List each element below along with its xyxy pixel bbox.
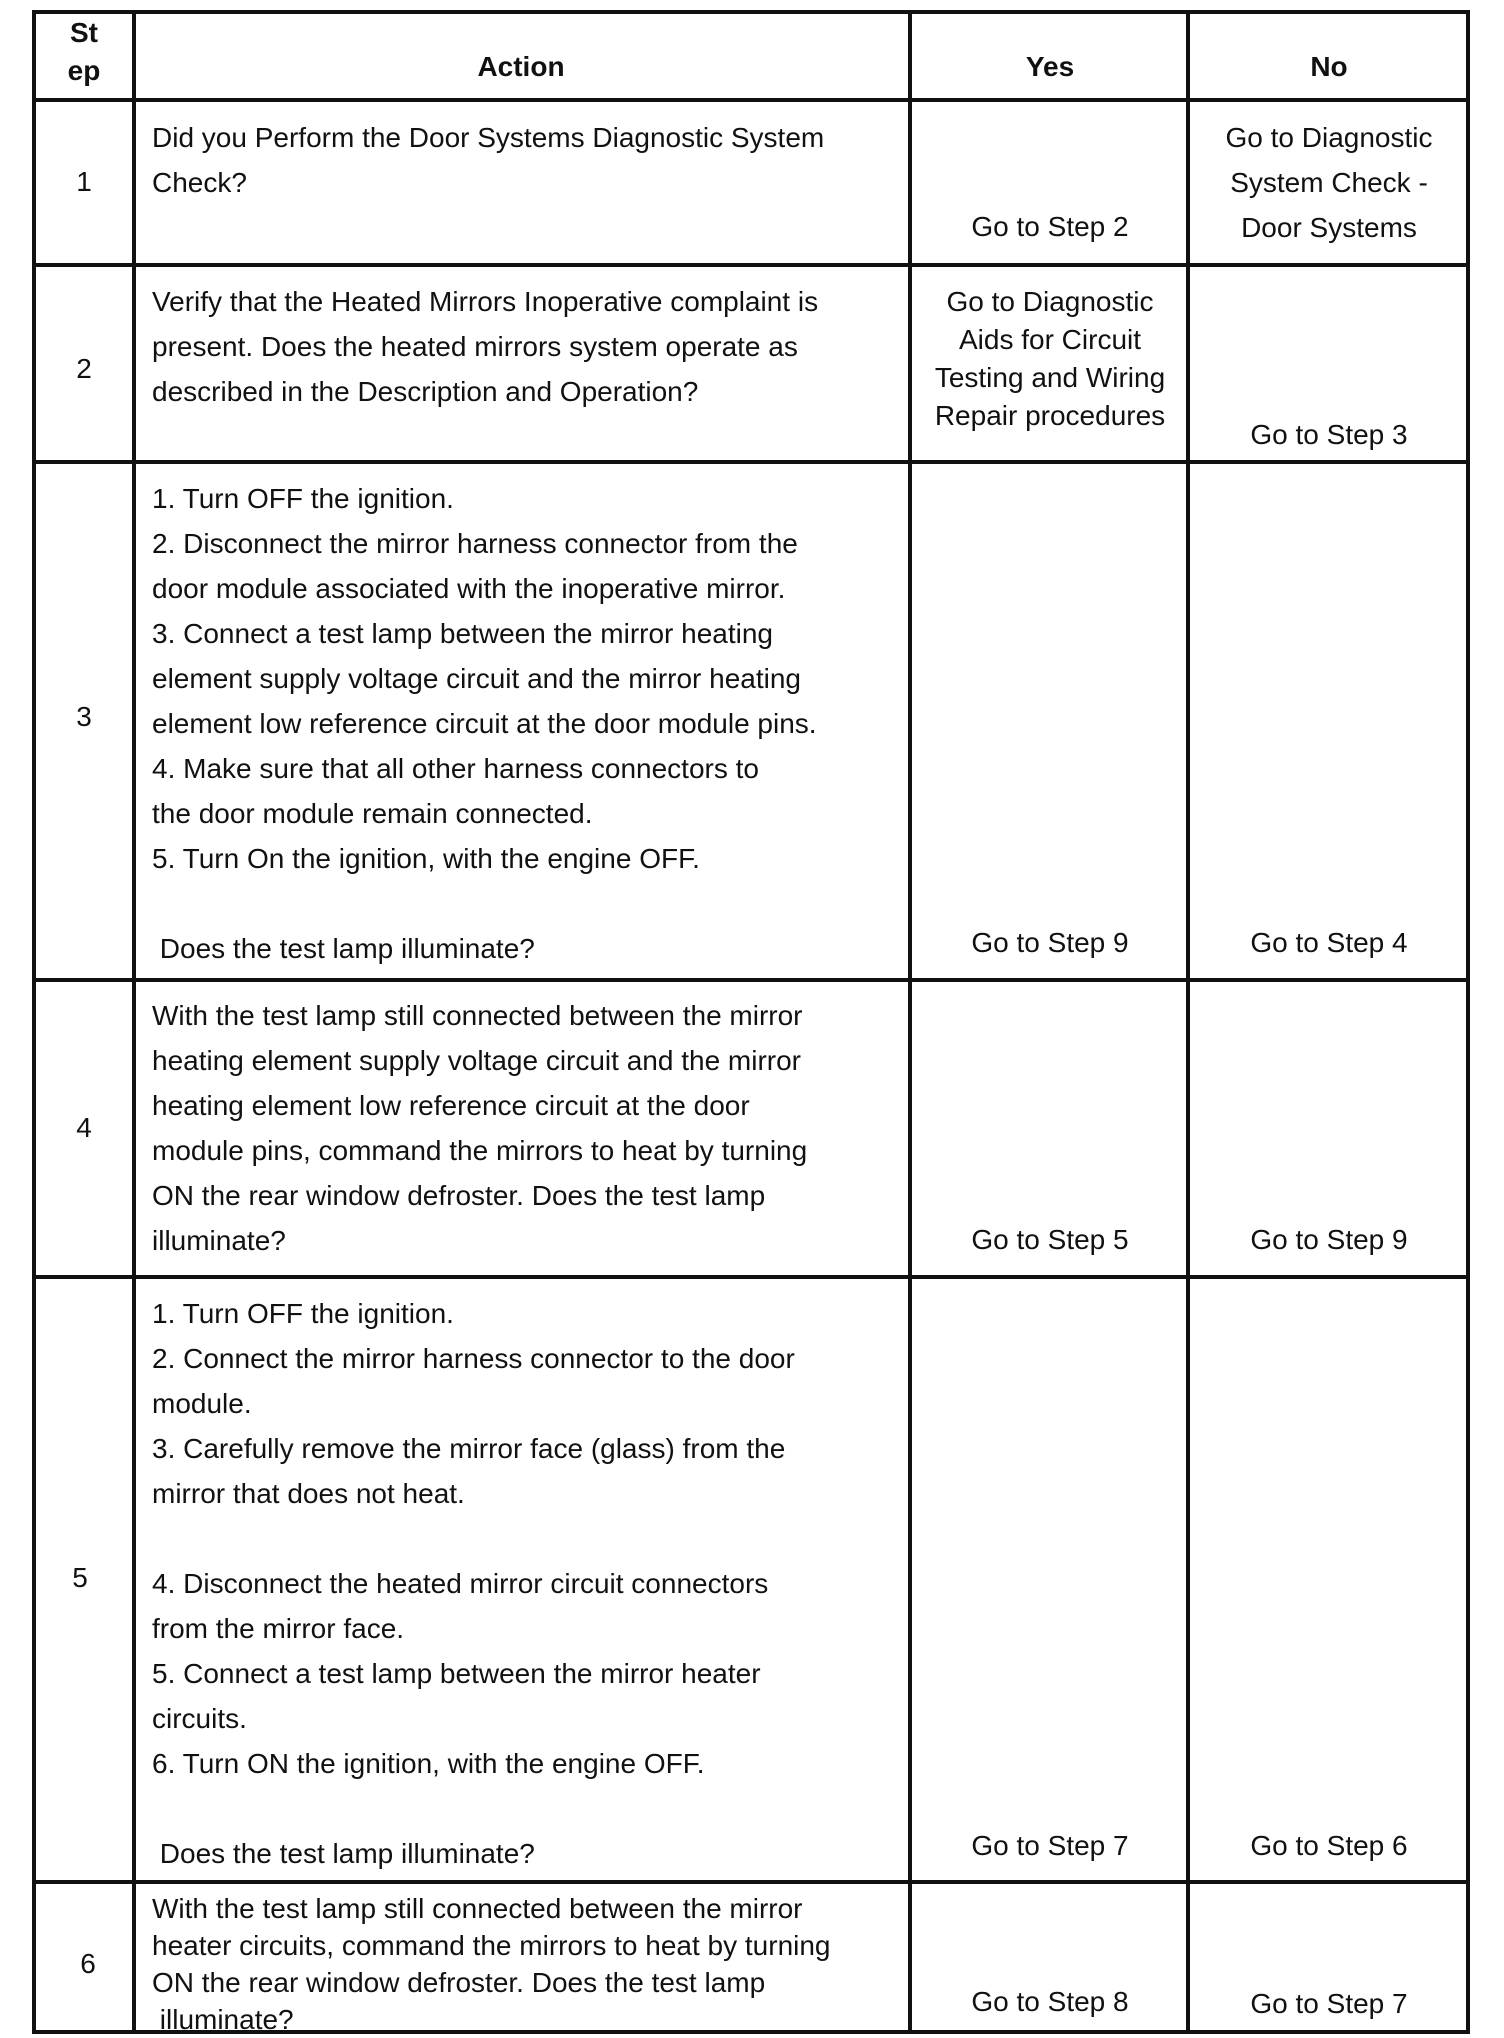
- no-line: Go to Step 4: [1250, 927, 1408, 958]
- yes-line: Go to Diagnostic: [946, 286, 1154, 317]
- row-divider-2: [32, 460, 1470, 464]
- no-cell-5: [1190, 1823, 1468, 1868]
- action-line: mirror that does not heat.: [152, 1478, 465, 1509]
- yes-line: Go to Step 2: [971, 211, 1129, 242]
- action-line: 2. Connect the mirror harness connector to the door: [152, 1343, 795, 1374]
- action-cell-3: [152, 476, 817, 971]
- action-line: [152, 881, 817, 926]
- step-number-1: 1: [76, 166, 92, 197]
- no-cell-4: [1190, 1217, 1468, 1262]
- step-number-4: 4: [76, 1112, 92, 1143]
- action-line: Does the test lamp illuminate?: [152, 933, 535, 964]
- row-divider-1: [32, 263, 1470, 267]
- step-number-5: 5: [72, 1562, 88, 1593]
- action-line: heating element low reference circuit at the door: [152, 1090, 750, 1121]
- action-line: 1. Turn OFF the ignition.: [152, 1298, 454, 1329]
- action-line: Check?: [152, 167, 247, 198]
- yes-line: Go to Step 5: [971, 1224, 1129, 1255]
- no-cell-2: [1190, 412, 1468, 457]
- yes-cell-6: [912, 1979, 1188, 2024]
- action-line: 1. Turn OFF the ignition.: [152, 483, 454, 514]
- action-line: door module associated with the inoperative mirror.: [152, 573, 786, 604]
- action-line: With the test lamp still connected between the mirror: [152, 1893, 803, 1924]
- action-line: [152, 1786, 795, 1831]
- yes-line: Repair procedures: [934, 400, 1166, 431]
- no-cell-6: [1190, 1981, 1468, 2026]
- action-line: described in the Description and Operation?: [152, 376, 699, 407]
- action-line: illuminate?: [152, 2004, 294, 2035]
- yes-cell-5: [912, 1823, 1188, 1868]
- action-line: 5. Turn On the ignition, with the engine OFF.: [152, 843, 700, 874]
- yes-cell-1: [912, 204, 1188, 249]
- action-line: 6. Turn ON the ignition, with the engine OFF.: [152, 1748, 705, 1779]
- row-divider-header: [32, 98, 1470, 102]
- action-cell-4: [152, 993, 807, 1263]
- action-line: Does the test lamp illuminate?: [152, 1838, 535, 1869]
- yes-line: Aids for Circuit: [958, 324, 1142, 355]
- action-line: element supply voltage circuit and the mirror heating: [152, 663, 802, 694]
- yes-cell-2: [912, 283, 1188, 435]
- header-no: No: [1310, 51, 1348, 82]
- action-line: present. Does the heated mirrors system operate as: [152, 331, 798, 362]
- yes-line: Go to Step 7: [971, 1830, 1129, 1861]
- column-divider-step-action: [132, 12, 136, 2032]
- action-cell-6: [152, 1890, 831, 2038]
- table-border-top: [32, 10, 1470, 14]
- header-step: [34, 14, 134, 90]
- action-line: Verify that the Heated Mirrors Inoperative complaint is: [152, 286, 819, 317]
- row-divider-4: [32, 1275, 1470, 1279]
- action-line: [152, 1516, 795, 1561]
- no-line: Go to Step 6: [1250, 1830, 1408, 1861]
- table-border-right: [1466, 12, 1470, 2032]
- header-action: Action: [477, 51, 565, 82]
- action-line: heating element supply voltage circuit and the mirror: [152, 1045, 802, 1076]
- action-line: element low reference circuit at the door module pins.: [152, 708, 817, 739]
- no-line: Go to Diagnostic: [1225, 122, 1433, 153]
- action-line: the door module remain connected.: [152, 798, 593, 829]
- action-line: ON the rear window defroster. Does the test lamp: [152, 1180, 766, 1211]
- action-line: 4. Disconnect the heated mirror circuit connectors: [152, 1568, 769, 1599]
- no-cell-3: [1190, 920, 1468, 965]
- action-cell-1: [152, 115, 824, 205]
- action-line: 3. Connect a test lamp between the mirror heating: [152, 618, 774, 649]
- no-line: System Check -: [1230, 167, 1428, 198]
- action-line: 4. Make sure that all other harness connectors to: [152, 753, 759, 784]
- no-line: Go to Step 3: [1250, 419, 1408, 450]
- no-line: Go to Step 9: [1250, 1224, 1408, 1255]
- action-cell-2: [152, 279, 818, 414]
- action-line: illuminate?: [152, 1225, 286, 1256]
- yes-line: Testing and Wiring: [934, 362, 1166, 393]
- action-line: 5. Connect a test lamp between the mirror heater: [152, 1658, 761, 1689]
- yes-line: Go to Step 9: [971, 927, 1129, 958]
- action-line: from the mirror face.: [152, 1613, 405, 1644]
- row-divider-5: [32, 1880, 1470, 1884]
- step-number-6: 6: [80, 1948, 96, 1979]
- step-number-2: 2: [76, 353, 92, 384]
- no-cell-1: [1190, 115, 1468, 250]
- action-line: module pins, command the mirrors to heat by turning: [152, 1135, 808, 1166]
- yes-cell-3: [912, 920, 1188, 965]
- header-step-line-2: ep: [67, 55, 101, 86]
- action-line: 2. Disconnect the mirror harness connector from the: [152, 528, 798, 559]
- header-yes: Yes: [1025, 51, 1075, 82]
- step-number-3: 3: [76, 701, 92, 732]
- row-divider-3: [32, 978, 1470, 982]
- no-line: Door Systems: [1241, 212, 1417, 243]
- no-line: Go to Step 7: [1250, 1988, 1408, 2019]
- header-step-line-1: St: [70, 17, 98, 48]
- action-line: With the test lamp still connected between the mirror: [152, 1000, 803, 1031]
- action-line: module.: [152, 1388, 252, 1419]
- yes-cell-4: [912, 1217, 1188, 1262]
- action-cell-5: [152, 1291, 795, 1876]
- action-line: circuits.: [152, 1703, 247, 1734]
- action-line: ON the rear window defroster. Does the test lamp: [152, 1967, 766, 1998]
- action-line: Did you Perform the Door Systems Diagnostic System: [152, 122, 825, 153]
- yes-line: Go to Step 8: [971, 1986, 1129, 2017]
- action-line: 3. Carefully remove the mirror face (glass) from the: [152, 1433, 786, 1464]
- action-line: heater circuits, command the mirrors to heat by turning: [152, 1930, 831, 1961]
- table-border-left: [32, 12, 36, 2032]
